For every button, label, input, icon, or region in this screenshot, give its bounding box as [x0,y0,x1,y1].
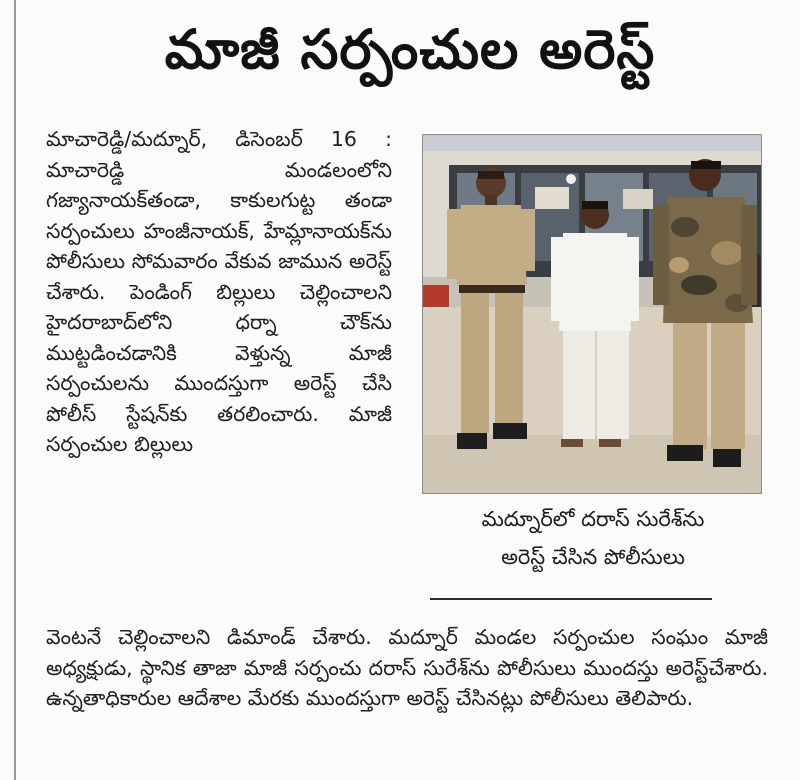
article-body-continued: వెంటనే చెల్లించాలని డిమాండ్ చేశారు. మద్నూర్ మండల సర్పంచుల సంఘం మాజీ అధ్యక్షుడు, స్థానిక తాజా మాజీ సర్పంచు దరాస్ సురేశ్‌ను పోలీసులు ముందస్తు అరెస్ట్‌చేశారు. ఉన్నతాధికారుల ఆదేశాల మేరకు ముందస్తుగా అరెస్ట్ చేసినట్లు పోలీసులు తెలిపారు. [46,625,768,710]
photo-police-with-ex-sarpanch [423,135,761,493]
news-photo [422,134,762,494]
photo-caption-line-1: మద్నూర్‌లో దరాస్ సురేశ్‌ను [481,507,705,531]
photo-caption-line-2: అరెస్ట్ చేసిన పోలీసులు [501,545,685,569]
caption-divider-line [430,598,712,600]
ex-sarpanch-center [551,201,639,447]
headline: మాజీ సర్పంచుల అరెస్ట్ [164,17,656,81]
column-divider-line [14,0,16,780]
article-body-column: మాచారెడ్డి/మద్నూర్, డిసెంబర్ 16 : మాచారెడ్డి మండలంలోని గజ్యానాయక్‌తండా, కాకులగుట్ట తండా సర్పంచులు హంజీనాయక్, హేమ్లానాయక్‌ను పోలీసులు సోమవారం వేకువ జామున అరెస్ట్ చేశారు. పెండింగ్ బిల్లులు చెల్లించాలని హైదరాబాద్‌లోని ధర్నా చౌక్‌ను ముట్టడించడానికి వెళ్తున్న మాజీ సర్పంచులను ముందస్తుగా అరెస్ట్ చేసి పోలీస్ స్టేషన్‌కు తరలించారు. మాజీ సర్పంచుల బిల్లులు [46,127,392,456]
photo-caption [416,500,770,576]
